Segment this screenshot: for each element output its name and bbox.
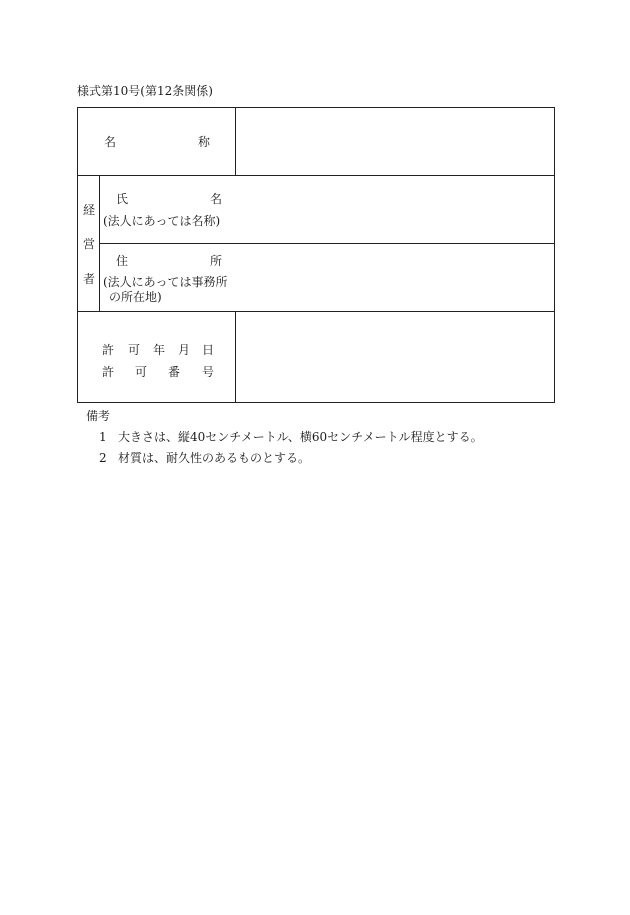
person-value-cell[interactable] — [236, 176, 554, 244]
address-value-cell[interactable] — [236, 244, 554, 312]
permit-date-char2: 可 — [128, 343, 141, 357]
person-label-char1: 氏 — [116, 192, 129, 206]
sign-form-table — [77, 107, 555, 403]
person-label-cell — [100, 176, 236, 244]
name-label-char2: 称 — [198, 135, 211, 149]
permit-date-char5: 日 — [202, 343, 215, 357]
permit-value-cell[interactable] — [236, 312, 554, 402]
name-label-char1: 名 — [104, 135, 117, 149]
manager-vertical-label — [78, 176, 100, 311]
name-row — [78, 108, 554, 176]
name-label-cell — [78, 108, 236, 175]
address-label-char1: 住 — [116, 254, 129, 268]
manager-row — [78, 176, 554, 312]
permit-number-char3: 番 — [168, 365, 181, 379]
notes-heading: 備考 — [86, 409, 111, 423]
note-item-number: 1 — [99, 430, 107, 444]
permit-date-char3: 年 — [153, 343, 166, 357]
permit-number-char2: 可 — [135, 365, 148, 379]
note-item-text: 材質は、耐久性のあるものとする。 — [118, 451, 311, 465]
person-label-char2: 名 — [210, 192, 223, 206]
note-item-text: 大きさは、縦40センチメートル、横60センチメートル程度とする。 — [118, 430, 483, 444]
address-sublabel-line1: (法人にあっては事務所 — [103, 275, 228, 289]
permit-label-cell — [78, 312, 236, 402]
manager-label-char3: 者 — [83, 272, 96, 286]
permit-date-char1: 許 — [102, 343, 115, 357]
permit-row — [78, 312, 554, 402]
manager-label-char1: 経 — [83, 203, 96, 217]
form-title: 様式第10号(第12条関係) — [77, 84, 213, 98]
manager-label-char2: 営 — [83, 237, 96, 251]
note-item-number: 2 — [99, 451, 107, 465]
name-value-cell[interactable] — [236, 108, 554, 175]
permit-number-char4: 号 — [202, 365, 215, 379]
permit-date-char4: 月 — [178, 343, 191, 357]
address-label-char2: 所 — [210, 254, 223, 268]
address-sublabel-line2: の所在地) — [109, 290, 162, 304]
permit-number-char1: 許 — [102, 365, 115, 379]
address-label-cell — [100, 244, 236, 312]
person-sublabel: (法人にあっては名称) — [103, 214, 221, 228]
